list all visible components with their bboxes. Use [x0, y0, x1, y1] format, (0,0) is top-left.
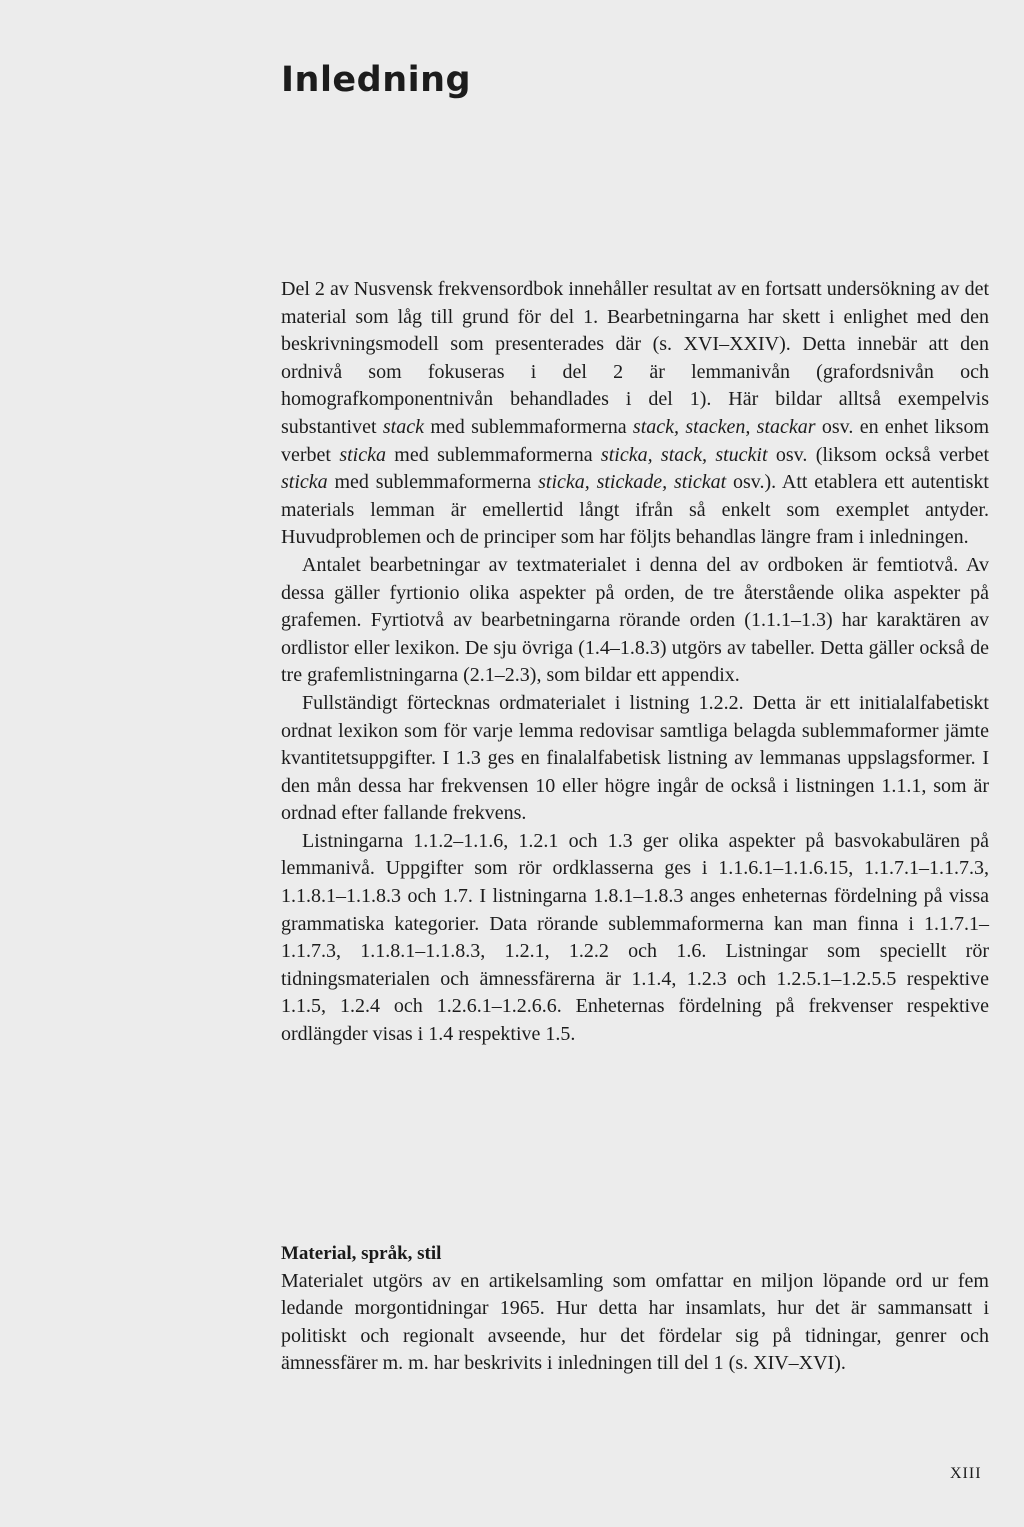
paragraph-3: Fullständigt förtecknas ordmaterialet i listning 1.2.2. Detta är ett initialalfabetiskt ordnat lexikon som för varje lemma redovisar samtliga belagda sublemmaformer jämte kvantitetsuppgifter. I 1.3 ges en finalalfabetisk listning av lemmanas uppslagsformer. I den mån dessa har frekvensen 10 eller högre ingår de också i listningen 1.1.1, som är ordnad efter fallande frekvens. — [281, 691, 989, 825]
section-heading: Material, språk, stil — [281, 1243, 442, 1264]
material-section — [281, 1240, 989, 1378]
intro-text — [281, 276, 989, 1049]
page-number: XIII — [950, 1465, 982, 1482]
paragraph-1: Del 2 av Nusvensk frekvensordbok innehåller resultat av en fortsatt undersökning av det material som låg till grund för del 1. Bearbetningarna har skett i enlighet med den beskrivningsmodell som presenterades där (s. XVI–XXIV). Detta innebär att den ordnivå som fokuseras i del 2 är lemmanivån (grafordsnivån och homografkomponentnivån behandlades i del 1). Här bildar alltså exempelvis substantivet stack med sublemmaformerna stack, stacken, stackar osv. en enhet liksom verbet sticka med sublemmaformerna sticka, stack, stuckit osv. (liksom också verbet sticka med sublemmaformerna sticka, stickade, stickat osv.). Att etablera ett autentiskt materials lemman är emellertid långt ifrån så enkelt som exemplet antyder. Huvudproblemen och de principer som har följts behandlas längre fram i inledningen. — [281, 278, 990, 549]
section-paragraph: Materialet utgörs av en artikelsamling som omfattar en miljon löpande ord ur fem ledande morgontidningar 1965. Hur detta har insamlats, hur det är sammansatt i politiskt och regionalt avseende, hur det fördelar sig på tidningar, genrer och ämnessfärer m. m. har beskrivits i inledningen till del 1 (s. XIV–XVI). — [281, 1269, 989, 1375]
page-title: Inledning — [281, 60, 472, 100]
paragraph-4: Listningarna 1.1.2–1.1.6, 1.2.1 och 1.3 ger olika aspekter på basvokabulären på lemmanivå. Uppgifter som rör ordklasserna ges i 1.1.6.1–1.1.6.15, 1.1.7.1–1.1.7.3, 1.1.8.1–1.1.8.3 och 1.7. I listningarna 1.8.1–1.8.3 anges enheternas fördelning på vissa grammatiska kategorier. Data rörande sublemmaformerna kan man finna i 1.1.7.1–1.1.7.3, 1.1.8.1–1.1.8.3, 1.2.1, 1.2.2 och 1.6. Listningar som speciellt rör tidningsmaterialen och ämnessfärerna är 1.1.4, 1.2.3 och 1.2.5.1–1.2.5.5 respektive 1.1.5, 1.2.4 och 1.2.6.1–1.2.6.6. Enheternas fördelning på frekvenser respektive ordlängder visas i 1.4 respektive 1.5. — [281, 829, 989, 1046]
paragraph-2: Antalet bearbetningar av textmaterialet i denna del av ordboken är femtiotvå. Av dessa gäller fyrtionio olika aspekter på orden, de tre återstående olika aspekter på grafemen. Fyrtiotvå av bearbetningarna rörande orden (1.1.1–1.3) har karaktären av ordlistor eller lexikon. De sju övriga (1.4–1.8.3) utgörs av tabeller. Detta gäller också de tre grafemlistningarna (2.1–2.3), som bildar ett appendix. — [281, 553, 989, 687]
